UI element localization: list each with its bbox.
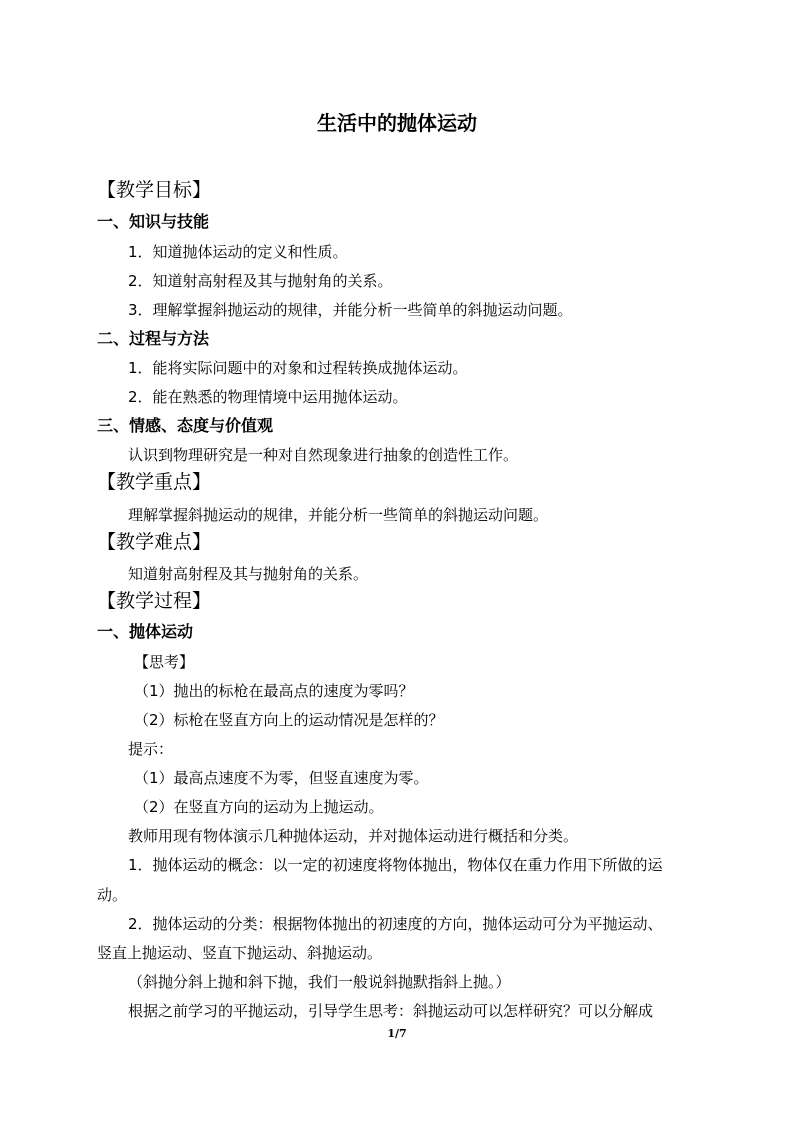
- process-item-2: 2．能在熟悉的物理情境中运用抛体运动。: [128, 388, 408, 406]
- answer-2: （2）在竖直方向的运动为上抛运动。: [134, 798, 384, 816]
- goal-item-2: 2．知道射高射程及其与抛射角的关系。: [128, 272, 393, 290]
- answer-1: （1）最高点速度不为零，但竖直速度为零。: [134, 769, 429, 787]
- classification-line-2: 竖直上抛运动、竖直下抛运动、斜抛运动。: [97, 944, 383, 962]
- goal-item-1: 1．知道抛体运动的定义和性质。: [128, 243, 348, 261]
- process-heading: 【教学过程】: [97, 590, 212, 612]
- question-2: （2）标枪在竖直方向上的运动情况是怎样的？: [134, 711, 444, 729]
- classification-line-1: 2．抛体运动的分类：根据物体抛出的初速度的方向，抛体运动可分为平抛运动、: [128, 915, 663, 933]
- concept-line-1: 1．抛体运动的概念：以一定的初速度将物体抛出，物体仅在重力作用下所做的运: [128, 856, 663, 874]
- process-item-1: 1．能将实际问题中的对象和过程转换成抛体运动。: [128, 359, 468, 377]
- key-points-text: 理解掌握斜抛运动的规律，并能分析一些简单的斜抛运动问题。: [128, 506, 549, 524]
- demo-paragraph: 教师用现有物体演示几种抛体运动，并对抛体运动进行概括和分类。: [128, 827, 579, 845]
- question-1: （1）抛出的标枪在最高点的速度为零吗？: [134, 682, 414, 700]
- goals-heading: 【教学目标】: [97, 179, 212, 201]
- page-number: 1/7: [387, 1027, 407, 1040]
- hint-label: 提示：: [128, 740, 174, 758]
- difficulties-text: 知道射高射程及其与抛射角的关系。: [128, 565, 369, 583]
- section-projectile-heading: 一、抛体运动: [97, 622, 194, 641]
- section-knowledge-heading: 一、知识与技能: [97, 212, 210, 231]
- think-label: 【思考】: [134, 653, 195, 671]
- page-title: 生活中的抛体运动: [317, 111, 477, 135]
- note-paragraph: （斜抛分斜上抛和斜下抛，我们一般说斜抛默指斜上抛。）: [128, 973, 511, 991]
- concept-line-2: 动。: [97, 886, 128, 904]
- key-points-heading: 【教学重点】: [97, 471, 212, 493]
- values-item: 认识到物理研究是一种对自然现象进行抽象的创造性工作。: [128, 446, 519, 464]
- section-values-heading: 三、情感、态度与价值观: [97, 416, 274, 435]
- section-process-heading: 二、过程与方法: [97, 329, 210, 348]
- closing-paragraph: 根据之前学习的平抛运动，引导学生思考：斜抛运动可以怎样研究？可以分解成: [128, 1002, 654, 1020]
- difficulties-heading: 【教学难点】: [97, 531, 212, 553]
- goal-item-3: 3．理解掌握斜抛运动的规律，并能分析一些简单的斜抛运动问题。: [128, 301, 573, 319]
